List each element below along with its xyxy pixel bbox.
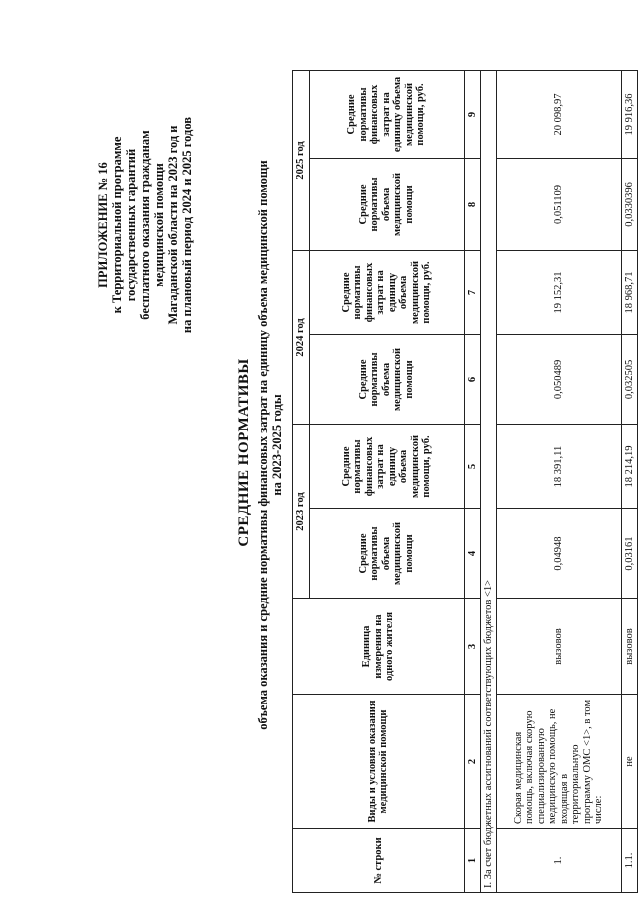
row-care-type: Скорая медицинская помощь, включая скорую специализированную медицинскую помощь, не входящая в территориальную программу ОМС <1>, в том числе: [496, 695, 621, 829]
header-volume-2023: Средние нормативы объема медицинской помощи [309, 509, 464, 599]
appendix-line: государственных гарантий [124, 148, 138, 302]
column-number: 7 [464, 250, 480, 334]
row-unit: вызовов [496, 599, 621, 695]
row-volume-2025: 0,0330396 [621, 158, 637, 250]
header-year-2025: 2025 год [293, 70, 310, 250]
section-title: I. За счет бюджетных ассигнований соответствующих бюджетов <1> [480, 70, 496, 892]
row-volume-2024: 0,050489 [496, 334, 621, 424]
header-cost-2025: Средние нормативы финансовых затрат на единицу объема медицинской помощи, руб. [309, 70, 464, 158]
appendix-line: медицинской помощи [152, 163, 166, 287]
row-cost-2023: 18 391,11 [496, 424, 621, 508]
table-row [496, 70, 621, 892]
document-subtitle [256, 85, 284, 805]
column-number: 4 [464, 509, 480, 599]
column-number: 8 [464, 158, 480, 250]
row-cost-2025: 20 098,97 [496, 70, 621, 158]
appendix-line: на плановый период 2024 и 2025 годов [180, 116, 194, 334]
header-volume-2024: Средние нормативы объема медицинской помощи [309, 334, 464, 424]
header-row-years [293, 70, 310, 892]
column-number: 2 [464, 695, 480, 829]
row-cost-2023: 18 214,19 [621, 424, 637, 508]
row-cost-2025: 19 916,36 [621, 70, 637, 158]
column-number: 5 [464, 424, 480, 508]
appendix-line: ПРИЛОЖЕНИЕ № 16 [96, 162, 110, 288]
row-cost-2024: 19 152,31 [496, 250, 621, 334]
header-cost-2023: Средние нормативы финансовых затрат на единицу объема медицинской помощи, руб. [309, 424, 464, 508]
appendix-line: Магаданской области на 2023 год и [166, 125, 180, 325]
row-care-type: не [621, 695, 637, 829]
row-volume-2023: 0,04948 [496, 509, 621, 599]
appendix-header [96, 65, 194, 385]
row-number: 1.1. [621, 829, 637, 893]
row-unit: вызовов [621, 599, 637, 695]
column-number-row [464, 70, 480, 892]
row-volume-2024: 0,032505 [621, 334, 637, 424]
subtitle-line: объема оказания и средние нормативы финансовых затрат на единицу объема медицинской помощи [256, 160, 270, 730]
appendix-line: к Территориальной программе [110, 136, 124, 314]
standards-table [292, 70, 638, 893]
row-volume-2023: 0,03161 [621, 509, 637, 599]
table-row [621, 70, 637, 892]
subtitle-line: на 2023-2025 годы [270, 394, 284, 496]
column-number: 3 [464, 599, 480, 695]
section-row [480, 70, 496, 892]
header-year-2023: 2023 год [293, 424, 310, 598]
header-cost-2024: Средние нормативы финансовых затрат на единицу объема медицинской помощи, руб. [309, 250, 464, 334]
header-row-number: № строки [293, 829, 465, 893]
header-volume-2025: Средние нормативы объема медицинской помощи [309, 158, 464, 250]
row-volume-2025: 0,051109 [496, 158, 621, 250]
row-cost-2024: 18 968,71 [621, 250, 637, 334]
column-number: 6 [464, 334, 480, 424]
document-title: СРЕДНИЕ НОРМАТИВЫ [236, 358, 252, 547]
header-care-type: Виды и условия оказания медицинской помощи [293, 695, 465, 829]
header-unit: Единица измерения на одного жителя [293, 599, 465, 695]
column-number: 9 [464, 70, 480, 158]
appendix-line: бесплатного оказания гражданам [138, 130, 152, 320]
row-number: 1. [496, 829, 621, 893]
header-year-2024: 2024 год [293, 250, 310, 424]
column-number: 1 [464, 829, 480, 893]
